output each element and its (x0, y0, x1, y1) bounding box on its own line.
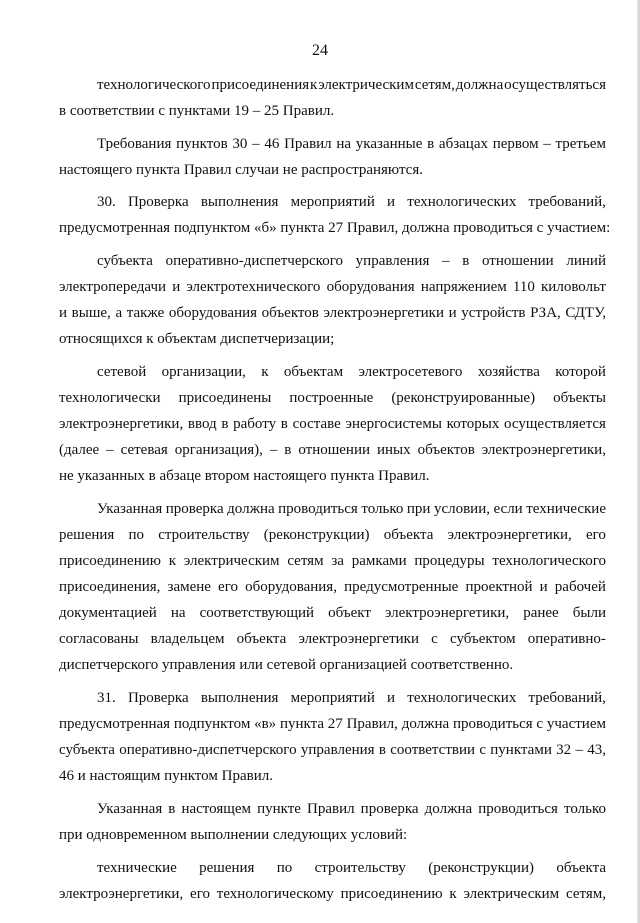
text-line: Указанная в настоящем пункте Правил проверка должна проводиться только (97, 800, 606, 817)
text-line: технические решения по строительству (реконструкции) объекта (97, 859, 606, 876)
paragraph (59, 189, 611, 241)
text-line: электроэнергетики, ввод в работу в составе энергосистемы которых осуществляется (59, 416, 606, 433)
text-line: настоящего пункта Правил случаи не распространяются. (59, 161, 423, 178)
page-number: 24 (312, 42, 328, 59)
text-line: предусмотренная подпунктом «в» пункта 27 Правил, должна проводиться с участием (59, 716, 606, 733)
text-line: технологического присоединения к электрическим сетям, должна осуществляться (97, 77, 606, 93)
paragraph (59, 72, 606, 124)
text-line: (далее – сетевая организация), – в отношении иных объектов электроэнергетики, (59, 442, 606, 459)
text-line: 30. Проверка выполнения мероприятий и технологических требований, (97, 194, 606, 211)
text-line: и выше, а также оборудования объектов электроэнергетики и устройств РЗА, СДТУ, (59, 305, 606, 322)
paragraph (59, 855, 606, 907)
paragraph (59, 359, 606, 489)
paragraph (59, 685, 606, 789)
text-line: решения по строительству (реконструкции) объекта электроэнергетики, его (59, 527, 606, 543)
text-line: технологически присоединены построенные (реконструированные) объекты (59, 390, 606, 407)
text-line: субъекта оперативно-диспетчерского управления в соответствии с пунктами 32 – 43, (59, 742, 606, 759)
paragraph (59, 248, 606, 352)
text-line: электроэнергетики, его технологическому присоединению к электрическим сетям, (59, 885, 606, 902)
text-line: присоединения, замене его оборудования, предусмотренные проектной и рабочей (59, 579, 606, 596)
text-line: 46 и настоящим пунктом Правил. (59, 768, 273, 785)
text-line: Указанная проверка должна проводиться только при условии, если технические (97, 500, 606, 517)
document-body (59, 72, 611, 907)
paragraph (59, 131, 606, 183)
text-line: при одновременном выполнении следующих условий: (59, 827, 408, 844)
paragraph (59, 796, 606, 848)
text-line: предусмотренная подпунктом «б» пункта 27 Правил, должна проводиться с участием: (59, 220, 611, 237)
text-line: Требования пунктов 30 – 46 Правил на указанные в абзацах первом – третьем (97, 135, 606, 152)
text-line: согласованы владельцем объекта электроэнергетики с субъектом оперативно- (59, 631, 606, 648)
text-line: в соответствии с пунктами 19 – 25 Правил. (59, 103, 335, 120)
text-line: не указанных в абзаце втором настоящего пункта Правил. (59, 468, 430, 485)
paragraph (59, 496, 606, 679)
text-line: 31. Проверка выполнения мероприятий и технологических требований, (97, 690, 606, 707)
text-line: сетевой организации, к объектам электросетевого хозяйства которой (97, 363, 606, 380)
text-line: документацией на соответствующий объект электроэнергетики, ранее были (59, 605, 606, 622)
text-line: диспетчерского управления или сетевой организацией соответственно. (59, 657, 514, 674)
text-line: присоединению к электрическим сетям за рамками процедуры технологического (59, 553, 606, 570)
text-line: относящихся к объектам диспетчеризации; (59, 331, 335, 348)
text-line: электропередачи и электротехнического оборудования напряжением 110 киловольт (59, 279, 606, 296)
text-line: субъекта оперативно-диспетчерского управления – в отношении линий (97, 253, 606, 270)
